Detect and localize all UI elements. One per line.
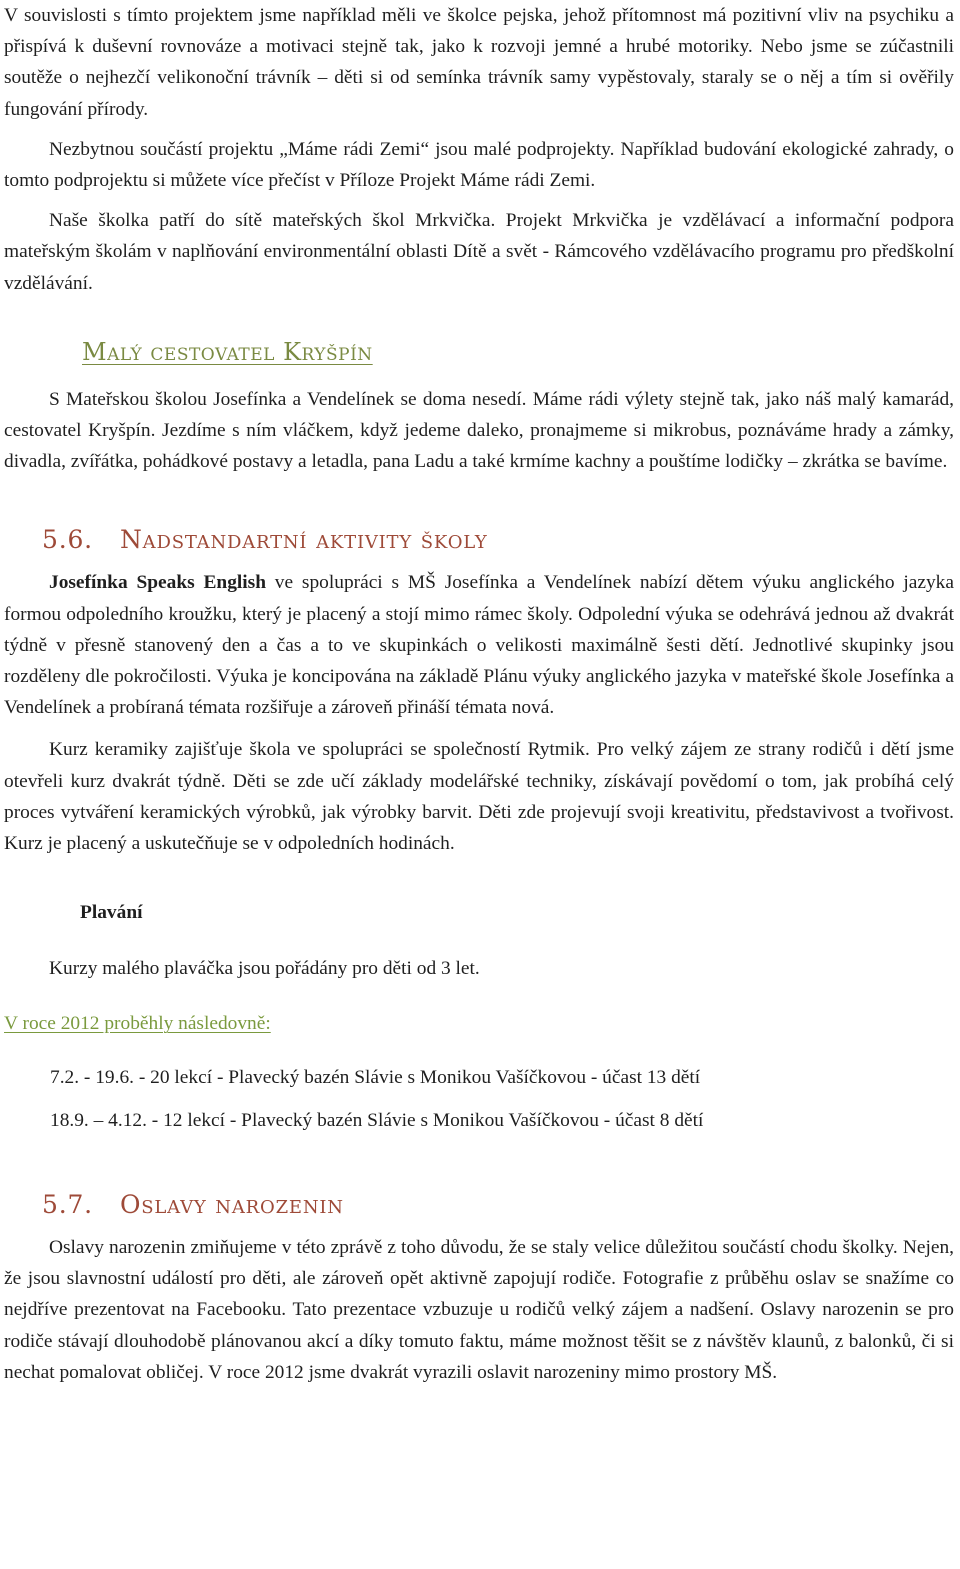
section-number: 5.6. [42, 525, 93, 555]
section-heading-5-6 [42, 523, 954, 557]
paragraph-project-pets: V souvislosti s tímto projektem jsme například měli ve školce pejska, jehož přítomnost má pozitivní vliv na psychiku a přispívá k duševní rovnováze a motivaci stejně tak, jako k rozvoji jemné a hrubé motoriky. Nebo jsme se zúčastnili soutěže o nejhezčí velikonoční trávník – děti si od semínka trávník samy vypěstovaly, staraly se o něj a tím si ověřily fungování přírody. [4, 5, 954, 120]
paragraph-english [4, 567, 954, 723]
english-course-text: ve spolupráci s MŠ Josefínka a Vendelínek nabízí dětem výuku anglického jazyka formou odpoledního kroužku, který je placený a stojí mimo rámec školy. Odpolední výuka se odehrává jednou až dvakrát týdně v přesně stanovený den a čas a to ve skupinkách o velikosti maximálně šesti dětí. Jednotlivé skupinky jsou rozděleny dle pokročilosti. Výuka je koncipována na základě Plánu výuky anglického jazyka v mateřské škole Josefínka a Vendelínek a probíraná témata rozšiřuje a zároveň přináší témata nová. [4, 572, 954, 719]
section-heading-5-7 [42, 1188, 954, 1222]
section-number: 5.7. [42, 1190, 93, 1220]
paragraph-trips: S Mateřskou školou Josefínka a Vendelínek se doma nesedí. Máme rádi výlety stejně tak, jako náš malý kamarád, cestovatel Kryšpín. Jezdíme s ním vláčkem, když jedeme daleko, pronajmeme si mikrobus, poznáváme hrady a zámky, divadla, zvířátka, pohádkové postavy a letadla, pana Ladu a také krmíme kachny a pouštíme lodičky – zkrátka se bavíme. [4, 388, 954, 473]
paragraph-ceramics: Kurz keramiky zajišťuje škola ve spolupráci se společností Rytmik. Pro velký zájem ze strany rodičů i dětí jsme otevřeli kurz dvakrát týdně. Děti se zde učí základy modelářské techniky, získávají povědomí o tom, jak probíhá celý proces vytváření keramických výrobků, jak výrobky barvit. Děti zde projevují svoji kreativitu, představivost a tvořivost. Kurz je placený a uskutečňuje se v odpoledních hodinách. [4, 739, 954, 855]
list-item: 18.9. – 4.12. - 12 lekcí - Plavecký bazén Slávie s Monikou Vašíčkovou - účast 8 dětí [50, 1109, 704, 1131]
english-course-name: Josefínka Speaks English [49, 572, 266, 594]
paragraph-subprojects: Nezbytnou součástí projektu „Máme rádi Zemi“ jsou malé podprojekty. Například budování ekologické zahrady, o tomto podprojektu si můžete více přečíst v Příloze Projekt Máme rádi Zemi. [4, 138, 954, 192]
subheading-maly-cestovatel: Malý cestovatel Kryšpín [82, 337, 373, 366]
paragraph-swimming: Kurzy malého plaváčka jsou pořádány pro děti od 3 let. [49, 958, 480, 980]
heading-plavani: Plavání [80, 902, 143, 924]
section-title: Oslavy narozenin [120, 1190, 344, 1220]
link-2012-courses[interactable]: V roce 2012 proběhly následovně: [4, 1013, 271, 1035]
section-title: Nadstandartní aktivity školy [120, 525, 488, 555]
paragraph-birthdays: Oslavy narozenin zmiňujeme v této zprávě z toho důvodu, že se staly velice důležitou součástí chodu školky. Nejen, že jsou slavnostní událostí pro děti, ale zároveň opět aktivně zapojují rodiče. Fotografie z průběhu oslav se snažíme co nejdříve prezentovat na Facebooku. Tato prezentace vzbuzuje u rodičů velký zájem a nadšení. Oslavy narozenin se pro rodiče stávají dlouhodobě plánovanou akcí a díky tomuto faktu, máme možnost těšit se z návštěv klaunů, z balonků, či si nechat pomalovat obličej. V roce 2012 jsme dvakrát vyrazili oslavit narozeniny mimo prostory MŠ. [4, 1237, 954, 1383]
paragraph-mrkvicka: Naše školka patří do sítě mateřských škol Mrkvička. Projekt Mrkvička je vzdělávací a informační podpora mateřským školám v naplňování environmentální oblasti Dítě a svět - Rámcového vzdělávacího programu pro předškolní vzdělávání. [4, 210, 954, 294]
list-item: 7.2. - 19.6. - 20 lekcí - Plavecký bazén Slávie s Monikou Vašíčkovou - účast 13 dětí [50, 1066, 701, 1088]
